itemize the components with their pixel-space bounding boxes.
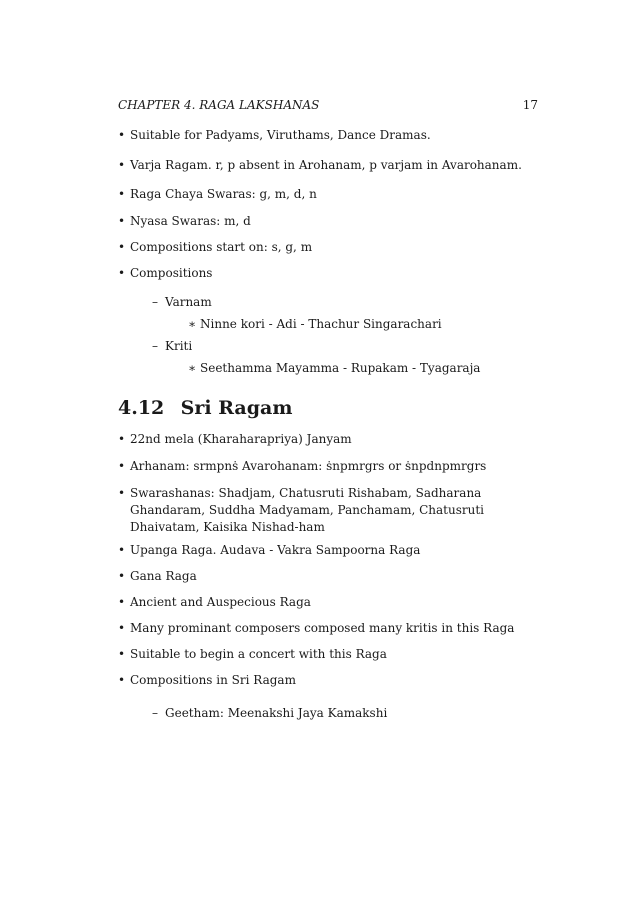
bullet-icon: •	[118, 673, 126, 687]
composition-item	[188, 361, 481, 375]
section-heading	[118, 397, 292, 419]
list-item-text: Upanga Raga. Audava - Vakra Sampoorna Raga	[130, 543, 421, 557]
running-header	[118, 98, 538, 112]
section-title: Sri Ragam	[180, 397, 293, 419]
list-item	[118, 458, 528, 475]
asterisk-icon: ∗	[188, 361, 197, 375]
bullet-icon: •	[118, 240, 126, 254]
bullet-icon: •	[118, 128, 126, 142]
list-item	[118, 594, 528, 611]
asterisk-icon: ∗	[188, 317, 197, 331]
list-item-text: Varja Ragam. r, p absent in Arohanam, p varjam in Avarohanam.	[130, 158, 522, 172]
list-item-text: Suitable for Padyams, Viruthams, Dance Dramas.	[130, 128, 431, 142]
list-item	[118, 239, 528, 256]
list-item	[118, 431, 528, 448]
list-item-text: Swarashanas: Shadjam, Chatusruti Rishabam, Sadharana Ghandaram, Suddha Madyamam, Panchamam, Chatusruti Dhaivatam, Kaisika Nishad-ham	[130, 486, 484, 534]
list-item	[118, 646, 528, 663]
list-item-text: Compositions in Sri Ragam	[130, 673, 296, 687]
list-item-text: Suitable to begin a concert with this Raga	[130, 647, 387, 661]
bullet-icon: •	[118, 459, 126, 473]
bullet-icon: •	[118, 595, 126, 609]
dash-icon: –	[152, 706, 158, 720]
sublist-label: Varnam	[165, 295, 212, 309]
list-item	[118, 157, 528, 174]
sublist-item-varnam	[152, 295, 212, 309]
list-item	[118, 213, 528, 230]
sublist-item-kriti	[152, 339, 193, 353]
bullet-icon: •	[118, 214, 126, 228]
bullet-icon: •	[118, 486, 126, 500]
list-item	[118, 568, 528, 585]
list-item-text: Compositions	[130, 266, 213, 280]
list-item	[118, 672, 528, 689]
bullet-icon: •	[118, 621, 126, 635]
list-item-text: Nyasa Swaras: m, d	[130, 214, 251, 228]
bullet-icon: •	[118, 569, 126, 583]
list-item-text: Ancient and Auspecious Raga	[130, 595, 311, 609]
bullet-icon: •	[118, 432, 126, 446]
bullet-icon: •	[118, 647, 126, 661]
list-item	[118, 127, 528, 144]
sublist-label: Geetham: Meenakshi Jaya Kamakshi	[165, 706, 388, 720]
sublist-item-geetham	[152, 706, 388, 720]
list-item	[118, 542, 528, 559]
bullet-icon: •	[118, 187, 126, 201]
composition-text: Ninne kori - Adi - Thachur Singarachari	[200, 317, 442, 331]
bullet-icon: •	[118, 158, 126, 172]
list-item-text: Compositions start on: s, g, m	[130, 240, 313, 254]
section-number: 4.12	[118, 397, 165, 419]
list-item	[118, 485, 528, 536]
composition-item	[188, 317, 442, 331]
sublist-label: Kriti	[165, 339, 193, 353]
list-item-text: Gana Raga	[130, 569, 197, 583]
bullet-icon: •	[118, 266, 126, 280]
page-number: 17	[522, 98, 538, 112]
list-item	[118, 265, 528, 282]
list-item-text: 22nd mela (Kharaharapriya) Janyam	[130, 432, 352, 446]
dash-icon: –	[152, 295, 158, 309]
list-item	[118, 186, 528, 203]
list-item-text: Arhanam: srmpnṡ Avarohanam: ṡnpmrgrs or ṡnpdnpmrgrs	[130, 459, 487, 473]
chapter-title: CHAPTER 4. RAGA LAKSHANAS	[118, 98, 320, 112]
list-item-text: Many prominant composers composed many kritis in this Raga	[130, 621, 515, 635]
composition-text: Seethamma Mayamma - Rupakam - Tyagaraja	[200, 361, 481, 375]
bullet-icon: •	[118, 543, 126, 557]
list-item	[118, 620, 528, 637]
list-item-text: Raga Chaya Swaras: g, m, d, n	[130, 187, 317, 201]
dash-icon: –	[152, 339, 158, 353]
